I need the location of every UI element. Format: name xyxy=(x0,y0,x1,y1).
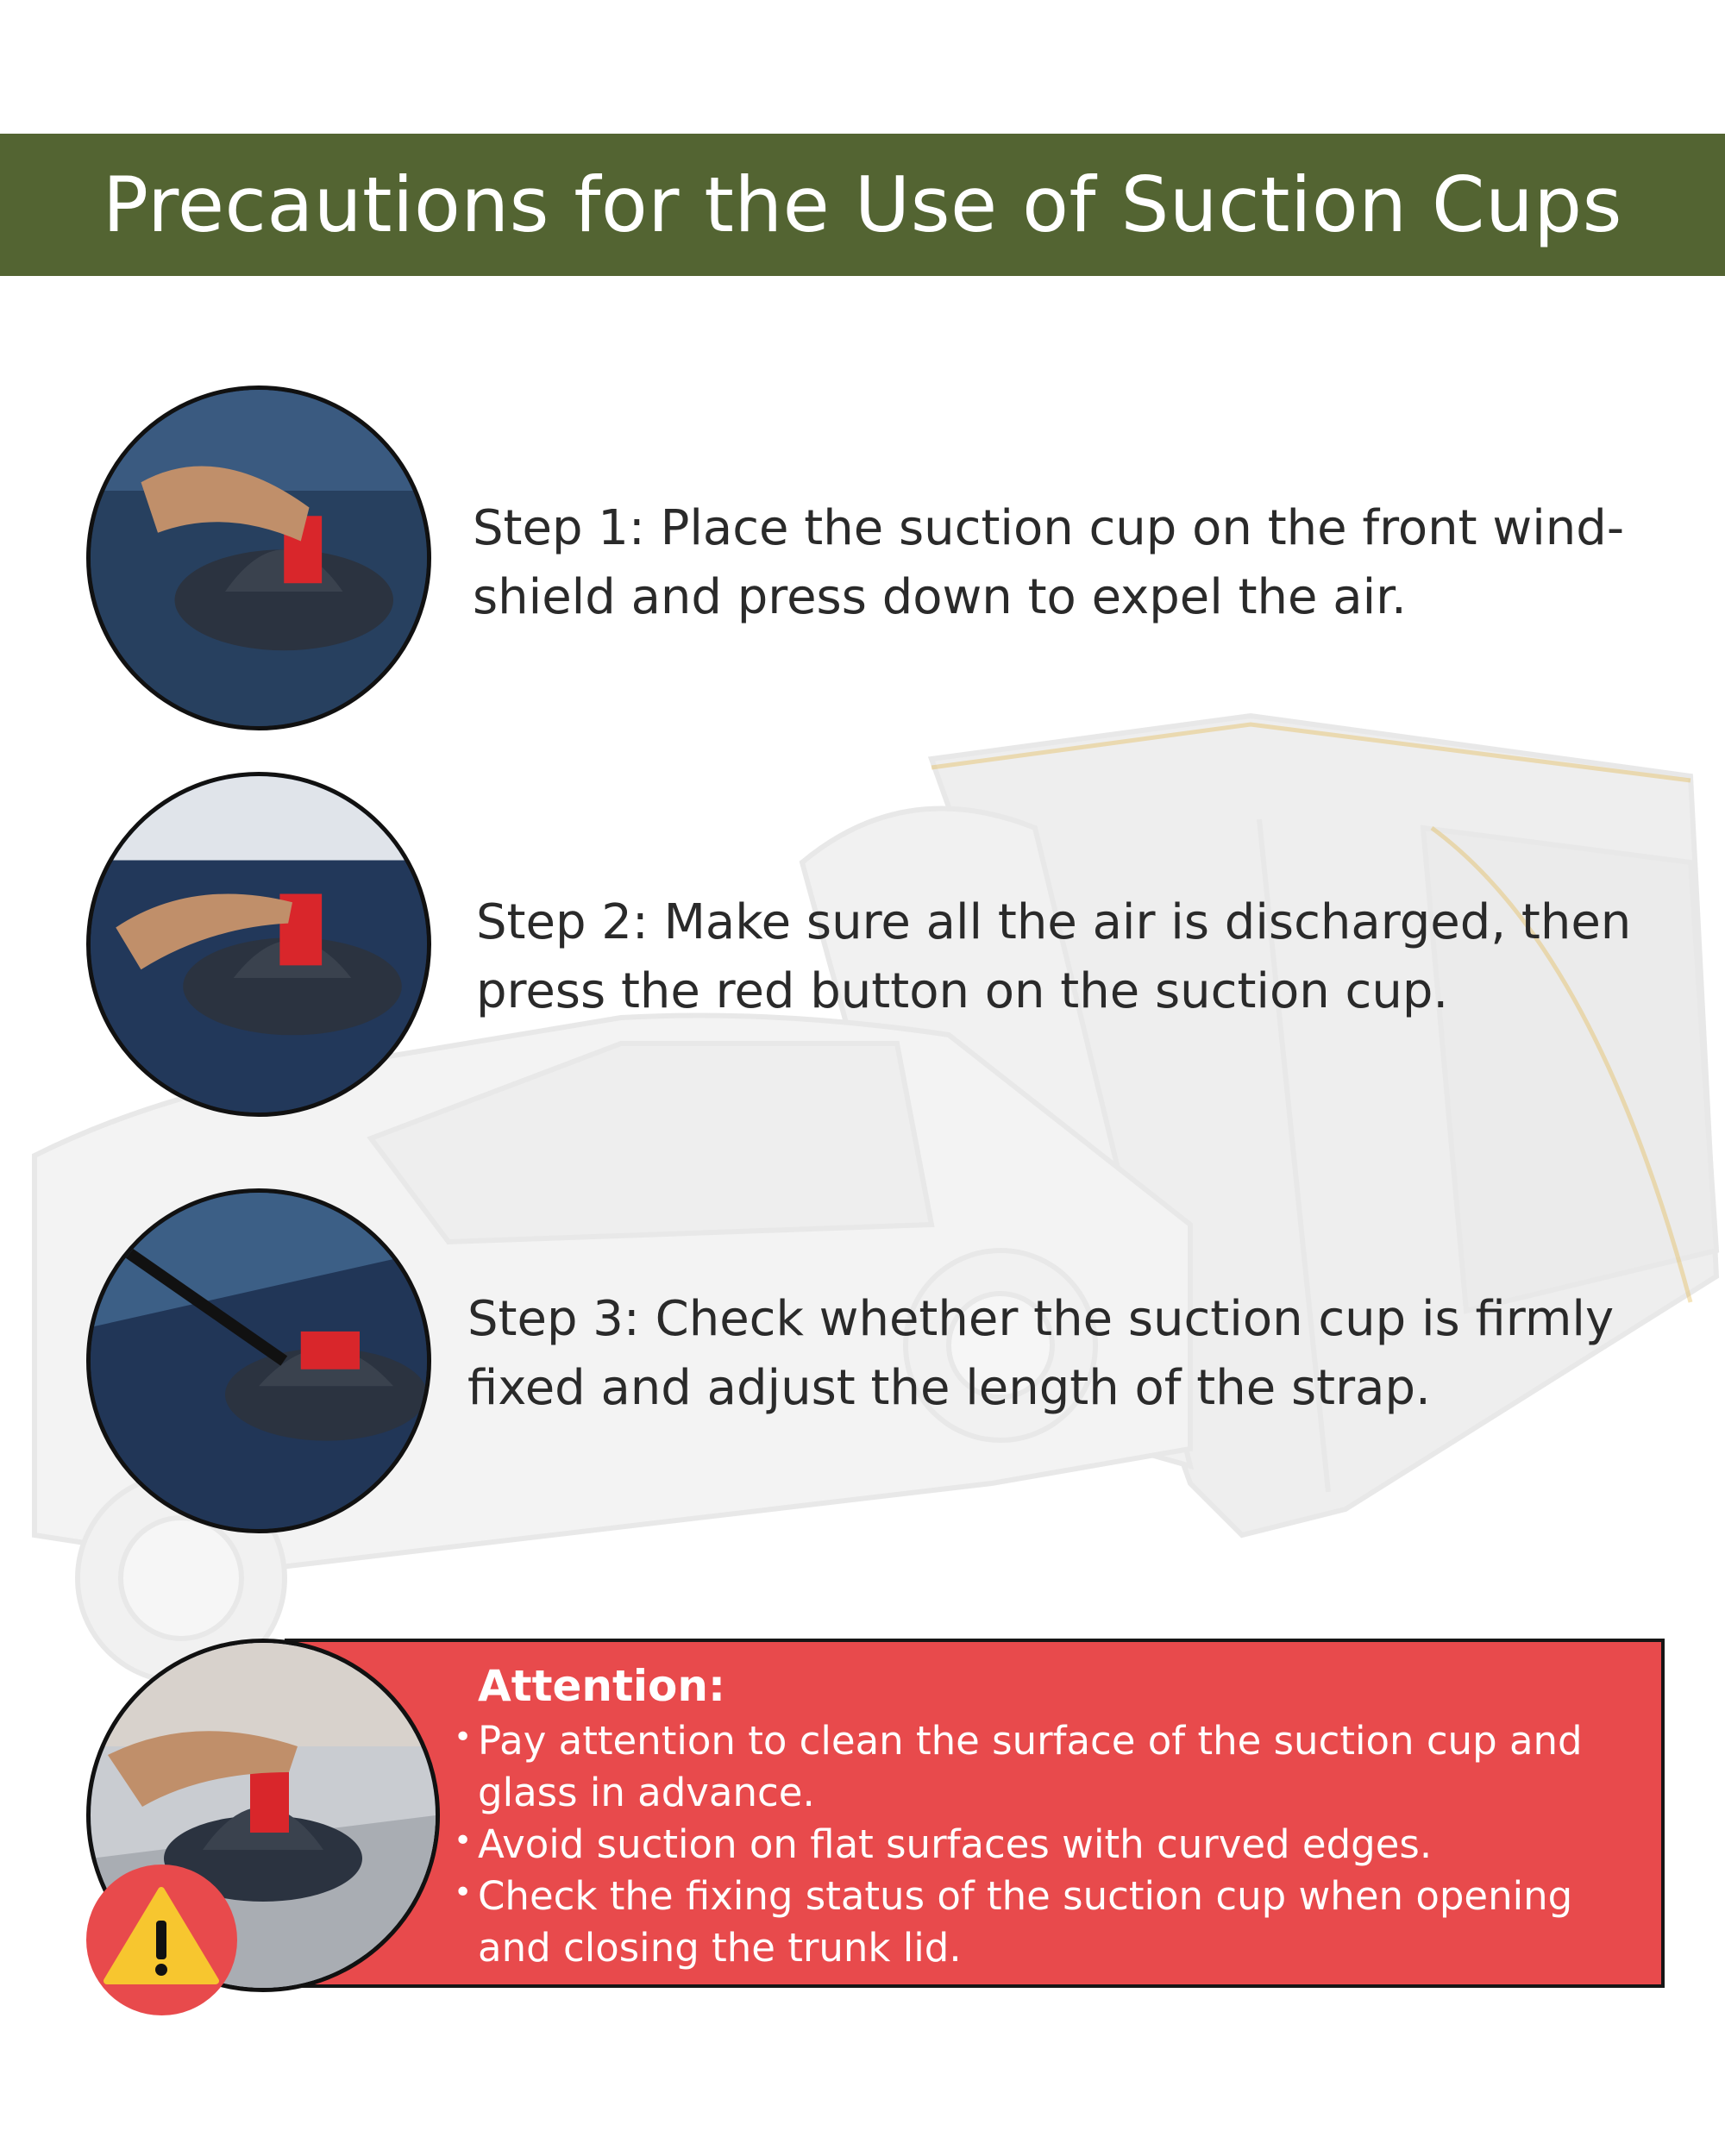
attention-item-3-line-2: and closing the trunk lid. xyxy=(478,1925,962,1971)
attention-item xyxy=(461,1819,1634,1871)
attention-title: Attention: xyxy=(478,1661,725,1711)
step-3-line-1: Step 3: Check whether the suction cup is firmly xyxy=(467,1291,1615,1347)
title-banner xyxy=(0,134,1725,276)
warning-badge xyxy=(86,1865,237,2015)
step-1-line-2: shield and press down to expel the air. xyxy=(473,569,1407,625)
step-2-line-1: Step 2: Make sure all the air is discharged, then xyxy=(476,894,1632,950)
step-1-photo xyxy=(86,385,431,730)
page-title: Precautions for the Use of Suction Cups xyxy=(103,160,1622,249)
step-1-text xyxy=(473,494,1715,632)
warning-triangle-icon xyxy=(86,1865,237,2015)
attention-item xyxy=(461,1871,1634,1974)
step-3-photo xyxy=(86,1188,431,1533)
attention-list xyxy=(461,1715,1634,1974)
step-2-text xyxy=(476,888,1718,1026)
attention-item-3-line-1: • Check the fixing status of the suction cup when opening xyxy=(478,1873,1573,1919)
step-1-line-1: Step 1: Place the suction cup on the front wind- xyxy=(473,500,1625,556)
attention-item-1-line-2: glass in advance. xyxy=(478,1770,815,1815)
step-2-line-2: press the red button on the suction cup. xyxy=(476,963,1449,1019)
attention-item xyxy=(461,1715,1634,1819)
step-3-text xyxy=(467,1285,1709,1423)
attention-box xyxy=(285,1639,1665,1988)
attention-item-1-line-1: • Pay attention to clean the surface of the suction cup and xyxy=(478,1718,1583,1764)
step-3-line-2: fixed and adjust the length of the strap. xyxy=(467,1360,1431,1416)
attention-item-2-line-1: • Avoid suction on flat surfaces with curved edges. xyxy=(478,1821,1433,1867)
step-2-photo xyxy=(86,772,431,1117)
